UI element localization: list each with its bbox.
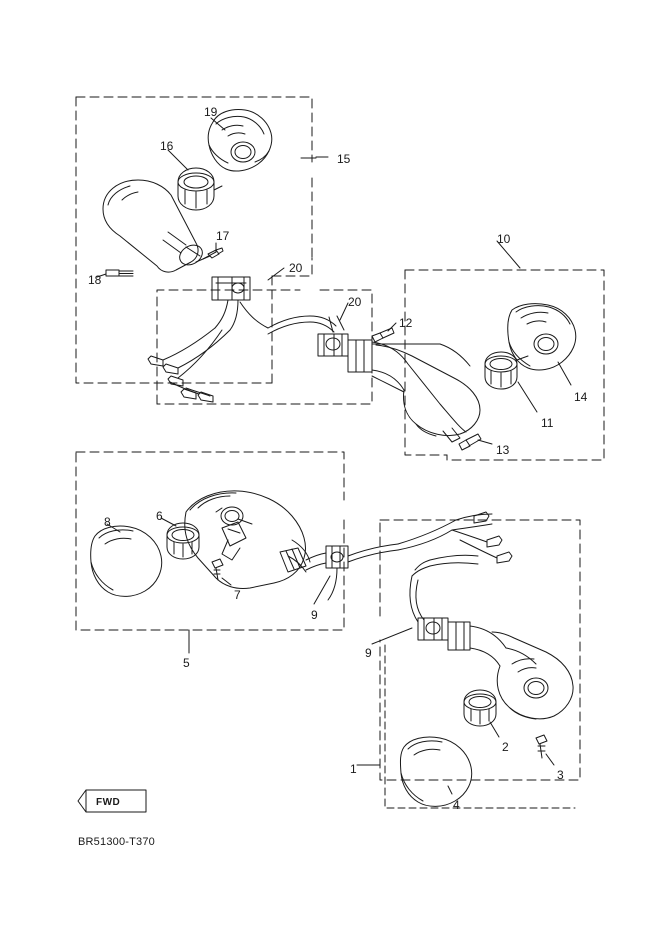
callout-4: 4 xyxy=(453,798,460,812)
callout-15: 15 xyxy=(337,152,351,166)
part-code-label: BR51300-T370 xyxy=(78,836,156,848)
callout-9-left: 9 xyxy=(311,608,318,622)
fwd-direction-label: FWD xyxy=(96,797,121,808)
callout-2: 2 xyxy=(502,740,509,754)
callout-7: 7 xyxy=(234,588,241,602)
callout-16: 16 xyxy=(160,139,174,153)
callout-13: 13 xyxy=(496,443,510,457)
callout-9-right: 9 xyxy=(365,646,372,660)
callout-5: 5 xyxy=(183,656,190,670)
callout-12: 12 xyxy=(399,316,413,330)
callout-14: 14 xyxy=(574,390,588,404)
callout-20-center: 20 xyxy=(348,295,362,309)
callout-20-upper: 20 xyxy=(289,261,303,275)
callout-10: 10 xyxy=(497,232,511,246)
callout-3: 3 xyxy=(557,768,564,782)
callout-6: 6 xyxy=(156,509,163,523)
callout-18: 18 xyxy=(88,273,102,287)
callout-11: 11 xyxy=(541,416,554,430)
callout-19: 19 xyxy=(204,105,218,119)
callout-17: 17 xyxy=(216,229,230,243)
callout-1: 1 xyxy=(350,762,357,776)
callout-8: 8 xyxy=(104,515,111,529)
